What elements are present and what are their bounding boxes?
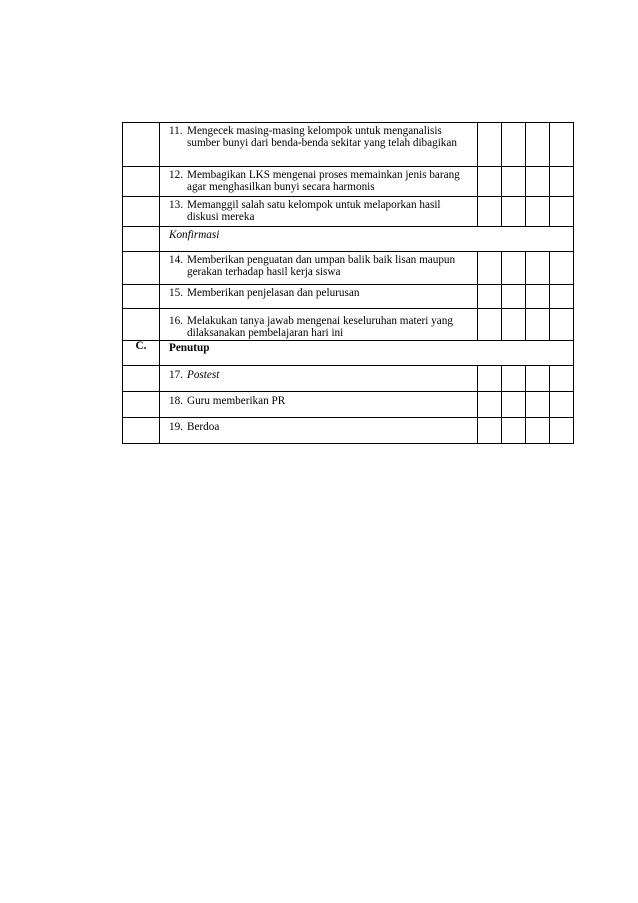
section-cell xyxy=(123,197,160,227)
check-cell[interactable] xyxy=(550,392,574,418)
section-cell xyxy=(123,252,160,285)
activity-cell xyxy=(160,167,478,197)
check-cell[interactable] xyxy=(550,309,574,341)
observation-table xyxy=(122,122,574,444)
check-cell[interactable] xyxy=(526,309,550,341)
check-cell[interactable] xyxy=(526,285,550,309)
check-cell[interactable] xyxy=(478,285,502,309)
item-number: 18. xyxy=(169,395,183,407)
check-cell[interactable] xyxy=(550,167,574,197)
table-row xyxy=(123,285,574,309)
check-cell[interactable] xyxy=(550,123,574,167)
table-row xyxy=(123,167,574,197)
activity-cell xyxy=(160,197,478,227)
activity-cell xyxy=(160,309,478,341)
check-cell[interactable] xyxy=(502,392,526,418)
item-number: 13. xyxy=(169,199,183,211)
check-cell[interactable] xyxy=(478,392,502,418)
check-cell[interactable] xyxy=(550,252,574,285)
table-row xyxy=(123,341,574,366)
check-cell[interactable] xyxy=(526,167,550,197)
activity-cell xyxy=(160,285,478,309)
subsection-cell xyxy=(160,227,574,252)
subsection-label: Konfirmasi xyxy=(169,229,220,241)
check-cell[interactable] xyxy=(526,197,550,227)
check-cell[interactable] xyxy=(502,285,526,309)
check-cell[interactable] xyxy=(550,366,574,392)
check-cell[interactable] xyxy=(526,366,550,392)
section-letter: C. xyxy=(123,341,160,366)
table-row xyxy=(123,366,574,392)
section-cell xyxy=(123,167,160,197)
item-number: 14. xyxy=(169,254,183,266)
activity-cell xyxy=(160,366,478,392)
table-row xyxy=(123,392,574,418)
table-row xyxy=(123,418,574,444)
table-row xyxy=(123,197,574,227)
check-cell[interactable] xyxy=(526,123,550,167)
activity-cell xyxy=(160,252,478,285)
table-row xyxy=(123,309,574,341)
check-cell[interactable] xyxy=(478,366,502,392)
item-number: 11. xyxy=(169,125,183,137)
item-text: Mengecek masing-masing kelompok untuk menganalisis sumber bunyi dari benda-benda sekitar yang telah dibagikan xyxy=(187,125,457,149)
section-cell xyxy=(123,123,160,167)
check-cell[interactable] xyxy=(478,309,502,341)
section-title-cell xyxy=(160,341,574,366)
item-text: Membagikan LKS mengenai proses memainkan jenis barang agar menghasilkan bunyi secara harmonis xyxy=(187,169,460,193)
check-cell[interactable] xyxy=(502,197,526,227)
check-cell[interactable] xyxy=(502,167,526,197)
item-number: 16. xyxy=(169,315,183,327)
section-title: Penutup xyxy=(169,342,210,354)
check-cell[interactable] xyxy=(502,418,526,444)
activity-cell xyxy=(160,123,478,167)
item-number: 12. xyxy=(169,169,183,181)
item-text: Memberikan penguatan dan umpan balik baik lisan maupun gerakan terhadap hasil kerja siswa xyxy=(187,254,456,278)
check-cell[interactable] xyxy=(478,123,502,167)
check-cell[interactable] xyxy=(478,252,502,285)
table-row xyxy=(123,227,574,252)
check-cell[interactable] xyxy=(550,285,574,309)
activity-cell xyxy=(160,418,478,444)
section-cell xyxy=(123,227,160,252)
section-cell xyxy=(123,309,160,341)
item-text: Guru memberikan PR xyxy=(187,395,286,407)
check-cell[interactable] xyxy=(526,392,550,418)
section-cell xyxy=(123,285,160,309)
section-cell xyxy=(123,418,160,444)
check-cell[interactable] xyxy=(478,197,502,227)
item-text: Memberikan penjelasan dan pelurusan xyxy=(187,287,360,299)
activity-cell xyxy=(160,392,478,418)
item-text: Berdoa xyxy=(187,421,220,433)
item-text: Melakukan tanya jawab mengenai keseluruhan materi yang dilaksanakan pembelajaran hari ini xyxy=(187,315,453,339)
check-cell[interactable] xyxy=(502,252,526,285)
section-cell xyxy=(123,366,160,392)
item-number: 15. xyxy=(169,287,183,299)
check-cell[interactable] xyxy=(526,418,550,444)
item-number: 19. xyxy=(169,421,183,433)
section-cell xyxy=(123,392,160,418)
table-row xyxy=(123,123,574,167)
check-cell[interactable] xyxy=(526,252,550,285)
table-row xyxy=(123,252,574,285)
check-cell[interactable] xyxy=(550,197,574,227)
check-cell[interactable] xyxy=(502,123,526,167)
check-cell[interactable] xyxy=(478,418,502,444)
item-text: Memanggil salah satu kelompok untuk melaporkan hasil diskusi mereka xyxy=(187,199,441,223)
item-text: Postest xyxy=(187,369,220,381)
check-cell[interactable] xyxy=(478,167,502,197)
item-number: 17. xyxy=(169,369,183,381)
check-cell[interactable] xyxy=(550,418,574,444)
check-cell[interactable] xyxy=(502,366,526,392)
check-cell[interactable] xyxy=(502,309,526,341)
